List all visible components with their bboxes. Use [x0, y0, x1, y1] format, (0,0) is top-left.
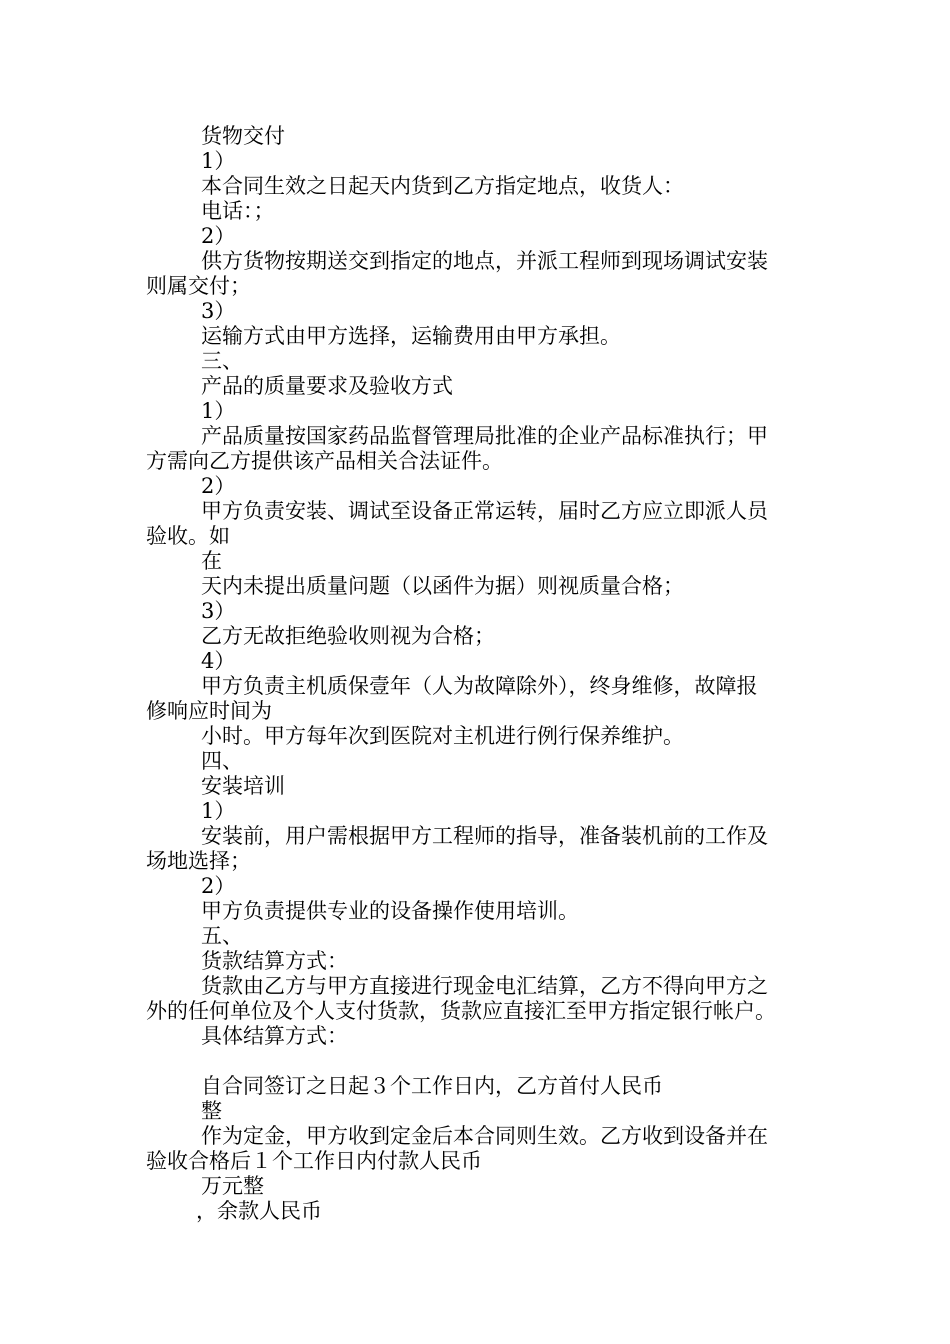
- paragraph-line: 外的任何单位及个人支付货款，货款应直接汇至甲方指定银行帐户。: [146, 999, 776, 1023]
- item-number: 3）: [201, 299, 236, 323]
- paragraph-line: 具体结算方式：: [201, 1024, 348, 1048]
- paragraph-line: 修响应时间为: [146, 699, 272, 723]
- paragraph-line: 安装前，用户需根据甲方工程师的指导，准备装机前的工作及: [201, 824, 768, 848]
- paragraph-line: 产品质量按国家药品监督管理局批准的企业产品标准执行；甲: [201, 424, 768, 448]
- section-number: 三、: [201, 349, 243, 373]
- section-number: 四、: [201, 749, 243, 773]
- section-heading: 安装培训: [201, 774, 285, 798]
- paragraph-line: 作为定金，甲方收到定金后本合同则生效。乙方收到设备并在: [201, 1124, 768, 1148]
- paragraph-line: 甲方负责主机质保壹年（人为故障除外），终身维修，故障报: [201, 674, 758, 698]
- paragraph-line: 电话：；: [201, 199, 275, 223]
- paragraph-line: 验收。如: [146, 524, 230, 548]
- item-number: 2）: [201, 474, 236, 498]
- item-number: 3）: [201, 599, 236, 623]
- paragraph-line: 货款由乙方与甲方直接进行现金电汇结算，乙方不得向甲方之: [201, 974, 768, 998]
- section-heading: 产品的质量要求及验收方式: [201, 374, 453, 398]
- section-heading: 货物交付: [201, 124, 285, 148]
- paragraph-line: 乙方无故拒绝验收则视为合格；: [201, 624, 495, 648]
- paragraph-line: ，余款人民币: [196, 1199, 322, 1223]
- paragraph-line: 整: [201, 1099, 222, 1123]
- item-number: 1）: [201, 149, 236, 173]
- paragraph-line: 甲方负责安装、调试至设备正常运转，届时乙方应立即派人员: [201, 499, 768, 523]
- item-number: 2）: [201, 874, 236, 898]
- paragraph-line: 验收合格后１个工作日内付款人民币: [146, 1149, 482, 1173]
- paragraph-line: 则属交付；: [146, 274, 251, 298]
- paragraph-line: 方需向乙方提供该产品相关合法证件。: [146, 449, 503, 473]
- section-number: 五、: [201, 924, 243, 948]
- paragraph-line: 小时。甲方每年次到医院对主机进行例行保养维护。: [201, 724, 684, 748]
- paragraph-line: 供方货物按期送交到指定的地点，并派工程师到现场调试安装: [201, 249, 768, 273]
- paragraph-line: 本合同生效之日起天内货到乙方指定地点，收货人：: [201, 174, 684, 198]
- item-number: 4）: [201, 649, 236, 673]
- item-number: 1）: [201, 799, 236, 823]
- paragraph-line: 在: [201, 549, 222, 573]
- paragraph-line: 天内未提出质量问题（以函件为据）则视质量合格；: [201, 574, 684, 598]
- paragraph-line: 运输方式由甲方选择，运输费用由甲方承担。: [201, 324, 621, 348]
- paragraph-line: 甲方负责提供专业的设备操作使用培训。: [201, 899, 579, 923]
- section-heading: 货款结算方式：: [201, 949, 348, 973]
- item-number: 2）: [201, 224, 236, 248]
- paragraph-line: 自合同签订之日起３个工作日内，乙方首付人民币: [201, 1074, 663, 1098]
- paragraph-line: 万元整: [201, 1174, 264, 1198]
- paragraph-line: 场地选择；: [146, 849, 251, 873]
- item-number: 1）: [201, 399, 236, 423]
